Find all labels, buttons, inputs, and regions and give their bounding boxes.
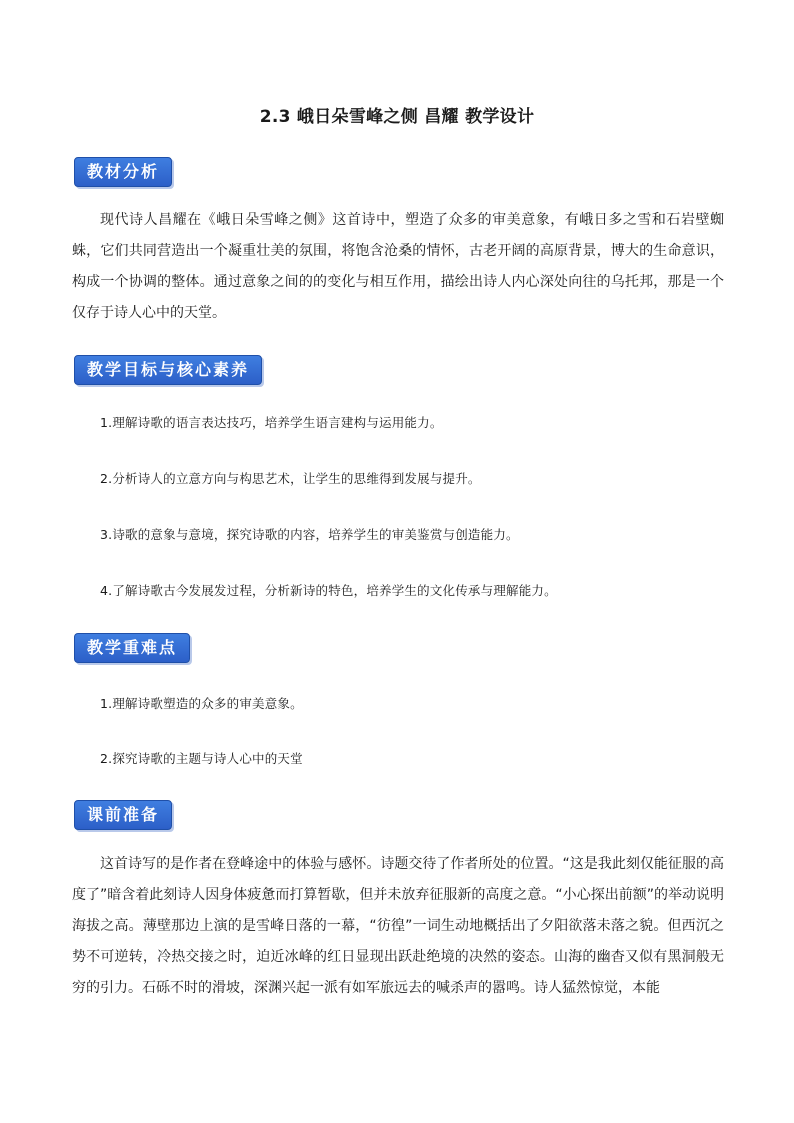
section-heading-analysis: 教材分析 bbox=[74, 157, 172, 187]
section-heading-prep: 课前准备 bbox=[74, 800, 172, 830]
goal-item: 4.了解诗歌古今发展发过程，分析新诗的特色，培养学生的文化传承与理解能力。 bbox=[100, 583, 557, 598]
keypoint-item: 2.探究诗歌的主题与诗人心中的天堂 bbox=[100, 751, 303, 766]
section-heading-goals: 教学目标与核心素养 bbox=[74, 355, 262, 385]
keypoint-item: 1.理解诗歌塑造的众多的审美意象。 bbox=[100, 696, 303, 711]
section-heading-keypoints: 教学重难点 bbox=[74, 633, 190, 663]
goal-item: 1.理解诗歌的语言表达技巧，培养学生语言建构与运用能力。 bbox=[100, 415, 443, 430]
analysis-paragraph: 现代诗人昌耀在《峨日朵雪峰之侧》这首诗中，塑造了众多的审美意象，有峨日多之雪和石岩壁蜘蛛，它们共同营造出一个凝重壮美的氛围，将饱含沧桑的情怀，古老开阔的高原背景，博大的生命意识，构成一个协调的整体。通过意象之间的的变化与相互作用，描绘出诗人内心深处向往的乌托邦，那是一个仅存于诗人心中的天堂。 bbox=[72, 212, 724, 321]
goal-item: 3.诗歌的意象与意境，探究诗歌的内容，培养学生的审美鉴赏与创造能力。 bbox=[100, 527, 519, 542]
goal-item: 2.分析诗人的立意方向与构思艺术，让学生的思维得到发展与提升。 bbox=[100, 471, 481, 486]
document-title: 2.3 峨日朵雪峰之侧 昌耀 教学设计 bbox=[259, 107, 535, 127]
prep-paragraph: 这首诗写的是作者在登峰途中的体验与感怀。诗题交待了作者所处的位置。“这是我此刻仅能征服的高度了”暗含着此刻诗人因身体疲惫而打算暂歇，但并未放弃征服新的高度之意。“小心探出前额”的举动说明海拔之高。薄壁那边上演的是雪峰日落的一幕，“彷徨”一词生动地概括出了夕阳欲落未落之貌。但西沉之势不可逆转，冷热交接之时，迫近冰峰的红日显现出跃赴绝境的决然的姿态。山海的幽杳又似有黑洞般无穷的引力。石砾不时的滑坡，深渊兴起一派有如军旅远去的喊杀声的嚣鸣。诗人猛然惊觉，本能 bbox=[72, 856, 724, 996]
